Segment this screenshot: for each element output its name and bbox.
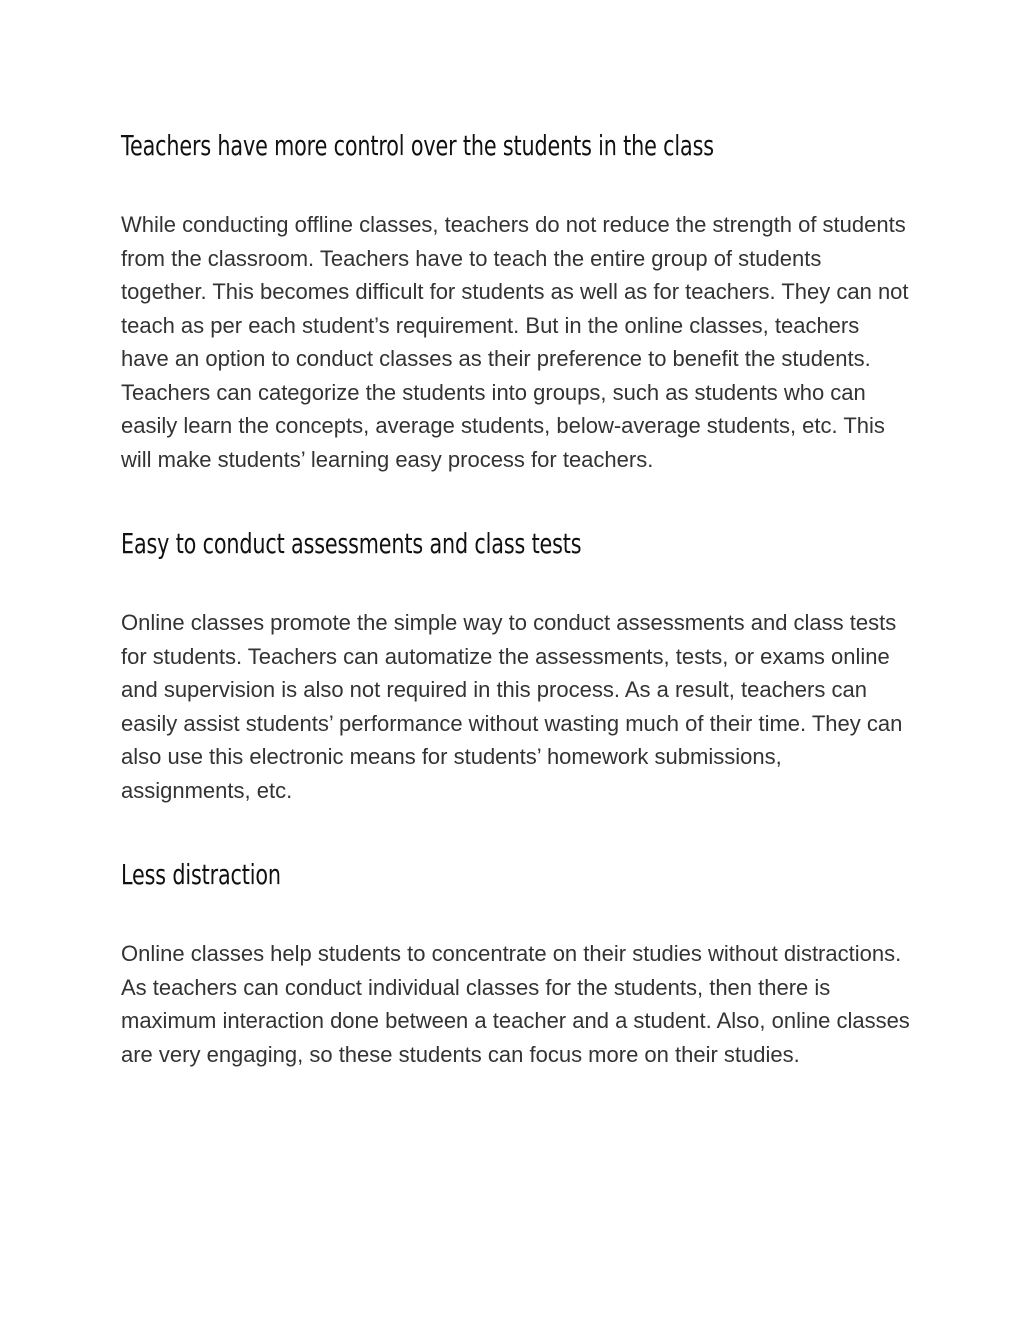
section-paragraph: Online classes promote the simple way to conduct assessments and class tests for students. Teachers can automatize the assessments, tests, or exams online and supervision is also not required in this process. As a result, teachers can easily assist students’ performance without wasting much of their time. They can also use this electronic means for students’ homework submissions, assignments, etc. (121, 610, 903, 803)
section-heading: Easy to conduct assessments and class tests (121, 527, 582, 560)
section-heading: Less distraction (121, 858, 281, 891)
document-content (121, 126, 911, 1071)
section-paragraph: While conducting offline classes, teachers do not reduce the strength of students from the classroom. Teachers have to teach the entire group of students together. This becomes difficult for students as well as for teachers. They can not teach as per each student’s requirement. But in the online classes, teachers have an option to conduct classes as their preference to benefit the students. Teachers can categorize the students into groups, such as students who can easily learn the concepts, average students, below-average students, etc. This will make students’ learning easy process for teachers. (121, 212, 909, 472)
section-heading: Teachers have more control over the students in the class (121, 129, 714, 162)
section-paragraph: Online classes help students to concentrate on their studies without distractions. As teachers can conduct individual classes for the students, then there is maximum interaction done between a teacher and a student. Also, online classes are very engaging, so these students can focus more on their studies. (121, 941, 910, 1067)
